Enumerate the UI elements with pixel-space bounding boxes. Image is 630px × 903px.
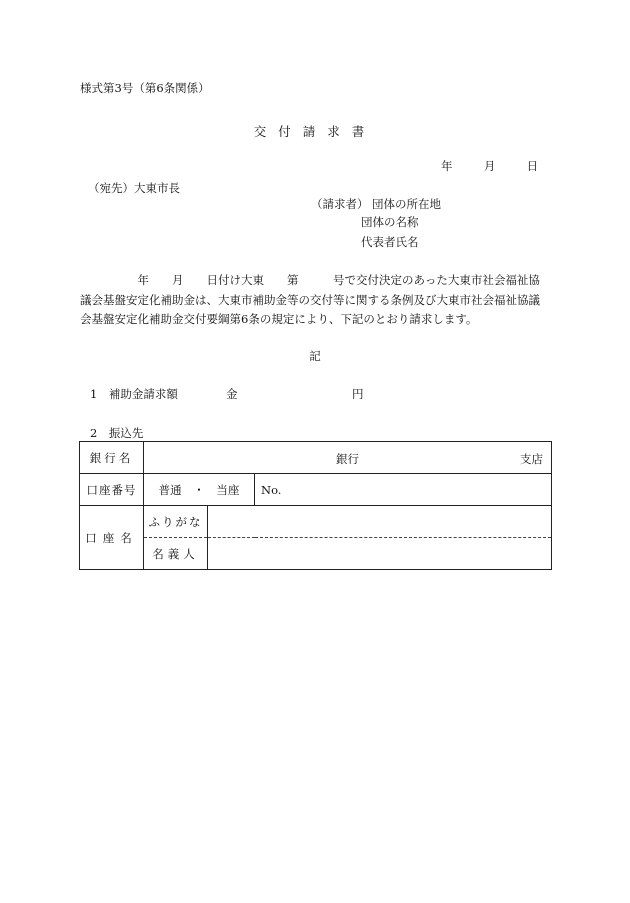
requester-prefix: （請求者） [311, 197, 369, 211]
item1-yen: 円 [352, 387, 364, 401]
addressee: （宛先）大東市長 [88, 181, 180, 195]
body-line-1: 年 月 日付け大東 第 号で交付決定のあった大東市社会福祉協 [80, 273, 540, 287]
representative-name-label: 代表者氏名 [361, 235, 419, 249]
account-number-field[interactable] [255, 474, 552, 506]
body-line-3: 会基盤安定化補助金交付要綱第6条の規定により、下記のとおり請求します。 [80, 312, 478, 326]
date-day: 日 [526, 159, 539, 173]
org-name-label: 団体の名称 [361, 215, 419, 229]
date-line [441, 158, 538, 174]
date-month: 月 [483, 159, 496, 173]
body-line-2: 議会基盤安定化補助金は、大東市補助金等の交付等に関する条例及び大東市社会福祉協議 [80, 292, 540, 307]
item1-gold: 金 [226, 387, 238, 401]
branch-word: 支店 [520, 452, 543, 466]
furigana-field[interactable] [208, 506, 552, 538]
meigi-row [80, 538, 552, 570]
bank-word: 銀行 [336, 452, 359, 466]
account-number-row [80, 474, 552, 506]
document-title: 交付請求書 [253, 124, 377, 139]
meigi-label: 名義人 [144, 538, 208, 570]
meigi-field[interactable] [208, 538, 552, 570]
account-type-ordinary: 普通 [158, 482, 182, 497]
account-number-label: 口座番号 [80, 474, 144, 506]
account-type-field[interactable] [144, 474, 255, 506]
furigana-row [80, 506, 552, 538]
no-label: No. [261, 482, 282, 497]
account-name-label: 口座名 [80, 506, 144, 570]
furigana-label: ふりがな [144, 506, 208, 538]
item1-label: 1 補助金請求額 [90, 387, 178, 401]
bank-row [80, 442, 552, 474]
item2-label: 2 振込先 [90, 426, 144, 440]
request-body [80, 271, 552, 330]
account-type-separator: ・ [193, 482, 205, 497]
bank-name-label: 銀行名 [80, 442, 144, 474]
date-year: 年 [441, 159, 453, 173]
org-location-label: 団体の所在地 [372, 197, 441, 211]
account-type-current: 当座 [216, 482, 240, 497]
ki-heading: 記 [309, 349, 321, 363]
bank-transfer-table [79, 441, 552, 570]
form-number: 様式第3号（第6条関係） [80, 81, 210, 95]
bank-name-field[interactable] [144, 442, 552, 474]
